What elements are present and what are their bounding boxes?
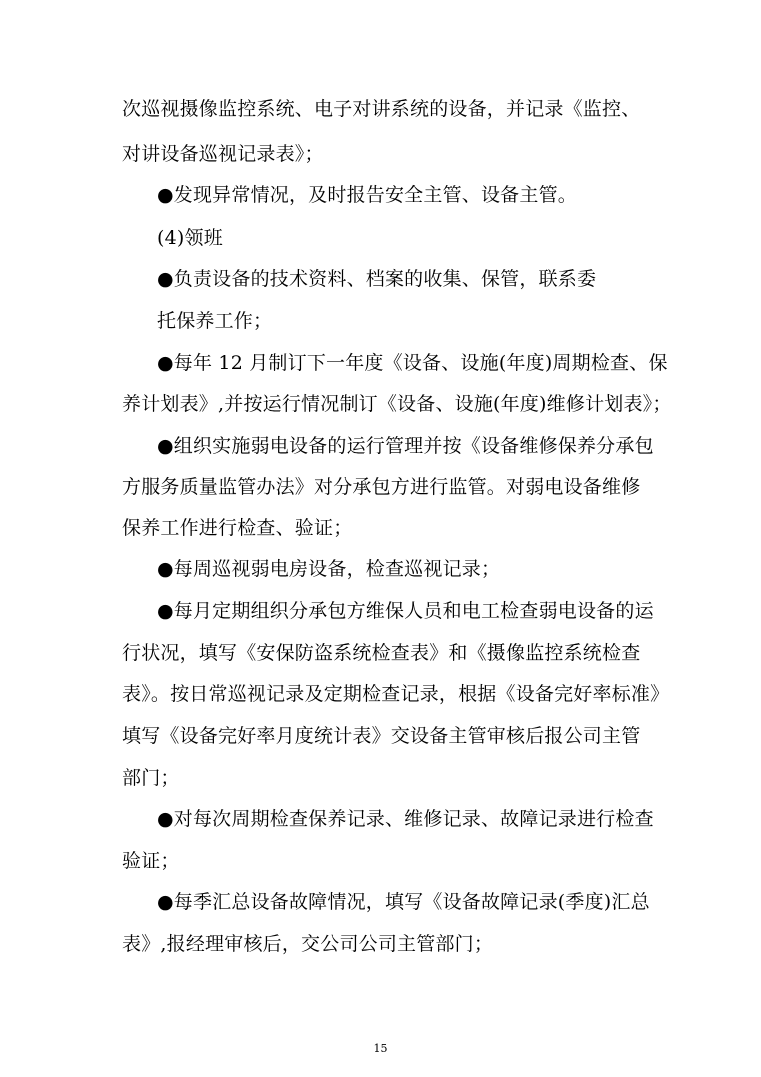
bullet-item: ●对每次周期检查保养记录、维修记录、故障记录进行检查 <box>157 808 654 830</box>
text-line: 表》。按日常巡视记录及定期检查记录，根据《设备完好率标准》 <box>122 683 670 705</box>
bullet-item: ●组织实施弱电设备的运行管理并按《设备维修保养分承包 <box>157 435 654 457</box>
bullet-item: ●每周巡视弱电房设备，检查巡视记录； <box>157 558 501 580</box>
page-number: 15 <box>373 1042 388 1055</box>
text-line: 部门； <box>122 767 180 789</box>
bullet-item: ●每月定期组织分承包方维保人员和电工检查弱电设备的运 <box>157 600 654 622</box>
text-line: 次巡视摄像监控系统、电子对讲系统的设备，并记录《监控、 <box>122 98 641 120</box>
text-line: 对讲设备巡视记录表》； <box>122 143 324 165</box>
bullet-item: ●负责设备的技术资料、档案的收集、保管，联系委 <box>157 268 597 290</box>
text-line: 行状况，填写《安保防盗系统检查表》和《摄像监控系统检查 <box>122 642 641 664</box>
section-heading: (4)领班 <box>157 227 223 249</box>
text-line: 保养工作进行检查、验证； <box>122 517 353 539</box>
text-line: 方服务质量监管办法》对分承包方进行监管。对弱电设备维修 <box>122 476 641 498</box>
bullet-item: ●每年 12 月制订下一年度《设备、设施(年度)周期检查、保 <box>157 352 668 374</box>
text-line: 验证； <box>122 850 180 872</box>
text-line: 表》,报经理审核后，交公司公司主管部门； <box>122 933 494 955</box>
text-line: 托保养工作； <box>157 310 273 332</box>
text-line: 填写《设备完好率月度统计表》交设备主管审核后报公司主管 <box>122 725 641 747</box>
bullet-item: ●每季汇总设备故障情况，填写《设备故障记录(季度)汇总 <box>157 891 650 913</box>
bullet-item: ●发现异常情况，及时报告安全主管、设备主管。 <box>157 184 577 206</box>
text-line: 养计划表》,并按运行情况制订《设备、设施(年度)维修计划表》； <box>122 393 672 415</box>
